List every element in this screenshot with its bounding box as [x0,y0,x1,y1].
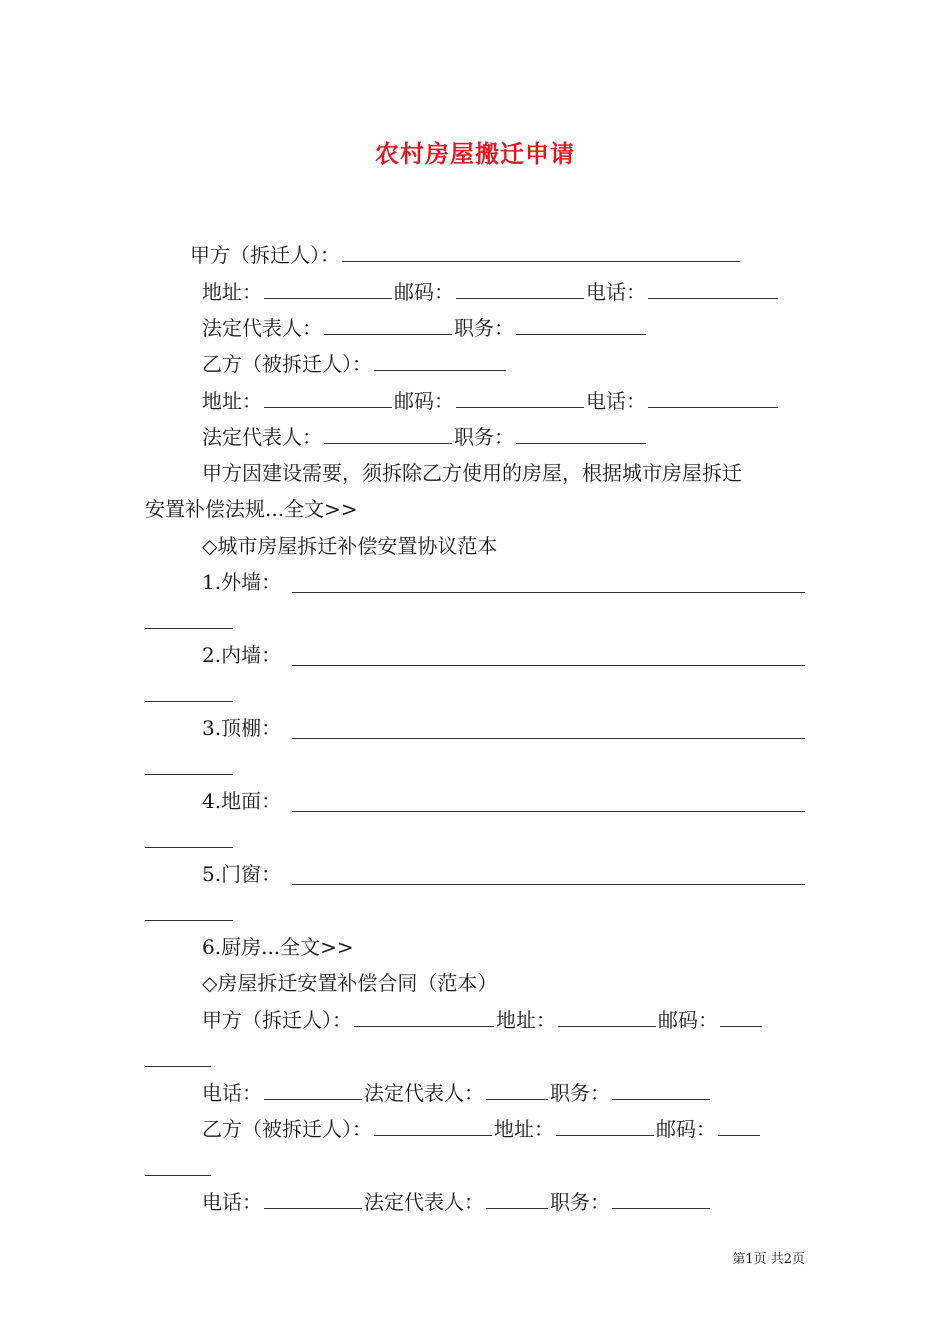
legal-rep-label: 法定代表人： [202,425,322,449]
item-blank[interactable] [292,592,805,593]
section-heading-1[interactable]: ◇城市房屋拆迁补偿安置协议范本 [202,534,498,558]
address-label: 地址： [496,1008,556,1032]
phone-label: 电话： [202,1190,262,1214]
party-a-blank[interactable] [342,243,740,262]
address-blank[interactable] [558,1008,656,1027]
position-blank[interactable] [516,425,646,444]
position-label: 职务： [454,425,514,449]
address-label: 地址： [494,1117,554,1141]
item-blank[interactable] [292,665,805,666]
contract-party-b-line [202,1117,762,1141]
position-blank[interactable] [516,316,646,335]
phone-blank[interactable] [264,1081,362,1100]
item-line [202,716,281,740]
legal-rep-label: 法定代表人： [364,1081,484,1105]
item-line [202,862,281,886]
phone-label: 电话： [202,1081,262,1105]
legal-rep-blank[interactable] [486,1081,548,1100]
party-b-label: 乙方（被拆迁人）： [202,352,372,376]
position-label: 职务： [454,316,514,340]
contract-party-b-contact-line [202,1190,712,1214]
section-heading-2[interactable]: ◇房屋拆迁安置补偿合同（范本） [202,971,498,995]
item-line [202,789,281,813]
legal-rep-label: 法定代表人： [364,1190,484,1214]
address-blank[interactable] [264,389,392,408]
item-label: 2.内墙： [202,643,282,667]
paragraph-line-2[interactable]: 安置补偿法规...全文>> [145,497,358,521]
postcode-blank[interactable] [720,1008,762,1027]
item-label: 1.外墙： [202,570,282,594]
legal-rep-blank[interactable] [324,425,452,444]
item-blank-continuation[interactable] [145,628,233,629]
item-blank[interactable] [292,884,805,885]
address-blank[interactable] [264,280,392,299]
party-a-line [190,243,742,267]
legal-rep-blank[interactable] [324,316,452,335]
item-label: 4.地面： [202,789,282,813]
party-b-label: 乙方（被拆迁人）： [202,1117,372,1141]
postcode-blank-continuation[interactable] [145,1175,211,1176]
postcode-blank[interactable] [456,280,584,299]
item-blank-continuation[interactable] [145,701,233,702]
item-line [202,570,281,594]
postcode-label: 邮码： [394,389,454,413]
contract-party-a-contact-line [202,1081,712,1105]
item-blank[interactable] [292,811,805,812]
contract-party-a-line [202,1008,764,1032]
item-6-line[interactable]: 6.厨房...全文>> [202,935,354,959]
party-a-rep-line [202,316,648,340]
phone-blank[interactable] [648,389,778,408]
postcode-label: 邮码： [656,1117,716,1141]
postcode-label: 邮码： [394,280,454,304]
party-a-label: 甲方（拆迁人）： [190,243,340,267]
legal-rep-label: 法定代表人： [202,316,322,340]
phone-label: 电话： [586,280,646,304]
item-blank-continuation[interactable] [145,847,233,848]
party-b-line [202,352,508,376]
postcode-label: 邮码： [658,1008,718,1032]
item-blank-continuation[interactable] [145,774,233,775]
legal-rep-blank[interactable] [486,1190,548,1209]
item-label: 5.门窗： [202,862,282,886]
party-a-blank[interactable] [354,1008,494,1027]
position-label: 职务： [550,1190,610,1214]
item-label: 3.顶棚： [202,716,282,740]
postcode-blank-continuation[interactable] [145,1066,211,1067]
address-blank[interactable] [556,1117,654,1136]
party-b-rep-line [202,425,648,449]
phone-blank[interactable] [264,1190,362,1209]
phone-label: 电话： [586,389,646,413]
item-line [202,643,281,667]
party-b-blank[interactable] [374,1117,492,1136]
paragraph-line-1: 甲方因建设需要，须拆除乙方使用的房屋，根据城市房屋拆迁 [202,461,742,485]
postcode-blank[interactable] [718,1117,760,1136]
address-label: 地址： [202,389,262,413]
party-a-label: 甲方（拆迁人）： [202,1008,352,1032]
page-number: 第1页 共2页 [732,1252,805,1267]
party-b-blank[interactable] [374,352,506,371]
party-a-address-line [202,280,780,304]
position-label: 职务： [550,1081,610,1105]
document-title: 农村房屋搬迁申请 [375,139,575,168]
party-b-address-line [202,389,780,413]
position-blank[interactable] [612,1190,710,1209]
position-blank[interactable] [612,1081,710,1100]
item-blank[interactable] [292,738,805,739]
item-blank-continuation[interactable] [145,920,233,921]
address-label: 地址： [202,280,262,304]
postcode-blank[interactable] [456,389,584,408]
phone-blank[interactable] [648,280,778,299]
